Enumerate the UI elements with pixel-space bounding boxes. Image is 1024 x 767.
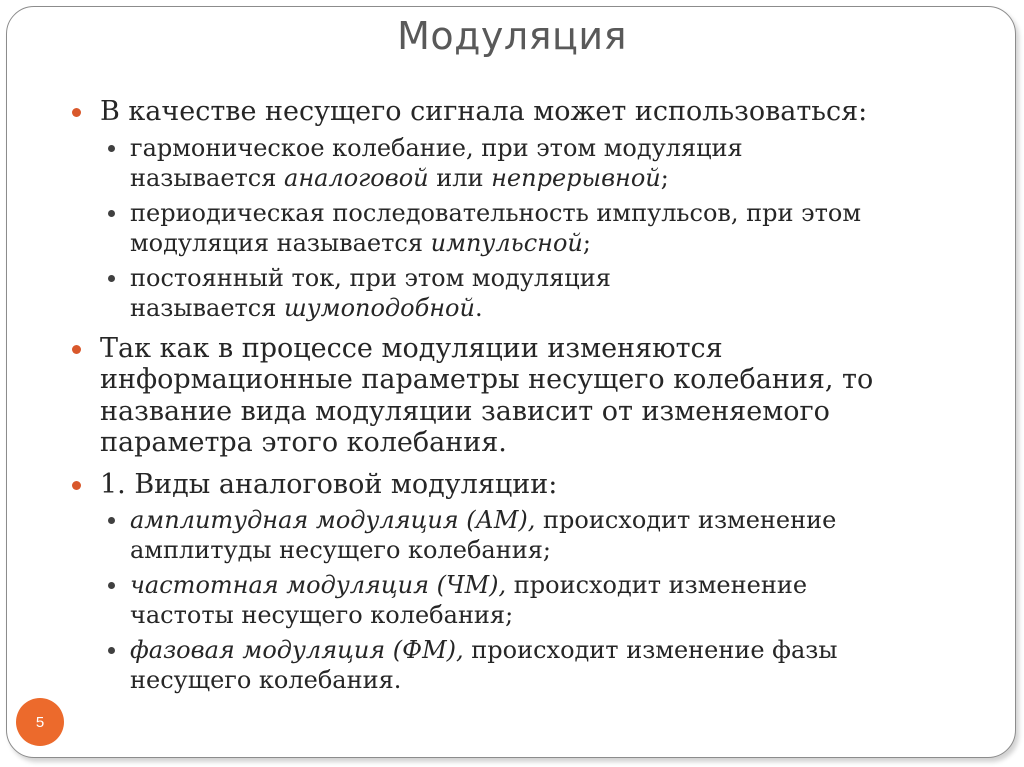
item-text: ;	[660, 163, 669, 192]
item-text: происходит изменение	[506, 571, 808, 599]
sub-bullet-dot-icon	[108, 210, 115, 217]
bullet-dot-icon	[72, 481, 81, 490]
item-line: постоянный ток, при этом модуляция	[130, 263, 611, 292]
item-line	[130, 570, 972, 600]
item-text: происходит изменение	[535, 506, 837, 534]
bullet-dot-icon	[72, 108, 81, 117]
list-item-harmonic	[72, 133, 972, 193]
sub-bullet-dot-icon	[108, 582, 115, 589]
item-line: частоты несущего колебания;	[130, 601, 514, 629]
list-item-pulse	[72, 198, 972, 258]
list-item-am	[72, 505, 972, 565]
bullet-analog-types	[72, 469, 972, 501]
item-term: фазовая модуляция (ФМ),	[130, 636, 464, 664]
item-term: амплитудная модуляция (АМ),	[130, 506, 536, 534]
item-text: модуляция называется	[130, 228, 431, 257]
list-item-dc	[72, 263, 972, 323]
slide-content	[72, 96, 972, 695]
bullet-line: информационные параметры несущего колебания, то	[100, 364, 874, 395]
slide-title: Модуляция	[397, 14, 627, 58]
carrier-types-list	[72, 133, 972, 323]
item-line: гармоническое колебание, при этом модуляция	[130, 133, 743, 162]
analog-modulation-list	[72, 505, 972, 695]
item-term: непрерывной	[491, 163, 661, 192]
item-line: периодическая последовательность импульсов, при этом	[130, 198, 861, 227]
bullet-line: параметра этого колебания.	[100, 427, 507, 458]
item-text: ;	[582, 228, 591, 257]
item-line	[130, 635, 972, 665]
bullet-line: Так как в процессе модуляции изменяются	[100, 332, 723, 364]
bullet-dot-icon	[72, 345, 81, 354]
item-text: или	[428, 163, 492, 192]
item-term: частотная модуляция (ЧМ),	[130, 571, 507, 599]
bullet-text: В качестве несущего сигнала может использоваться:	[100, 96, 868, 127]
item-line: несущего колебания.	[130, 666, 402, 694]
item-line	[130, 505, 972, 535]
page-number-badge: 5	[16, 698, 64, 746]
bullet-line: название вида модуляции зависит от изменяемого	[100, 395, 830, 427]
sub-bullet-dot-icon	[108, 647, 115, 654]
item-term: шумоподобной	[284, 293, 475, 322]
list-item-fm	[72, 570, 972, 630]
item-text: .	[474, 293, 483, 322]
bullet-carrier-signal	[72, 96, 972, 128]
list-item-pm	[72, 635, 972, 695]
item-text: называется	[130, 293, 285, 322]
sub-bullet-dot-icon	[108, 275, 115, 282]
item-line	[130, 293, 972, 323]
item-term: аналоговой	[284, 163, 429, 192]
item-line	[130, 163, 972, 193]
item-line	[130, 228, 972, 258]
sub-bullet-dot-icon	[108, 517, 115, 524]
item-line: амплитуды несущего колебания;	[130, 536, 551, 564]
item-text: называется	[130, 163, 285, 192]
item-term: импульсной	[430, 228, 583, 257]
item-text: происходит изменение фазы	[463, 636, 838, 664]
bullet-modulation-params	[72, 333, 972, 459]
bullet-text: 1. Виды аналоговой модуляции:	[100, 468, 558, 500]
sub-bullet-dot-icon	[108, 145, 115, 152]
